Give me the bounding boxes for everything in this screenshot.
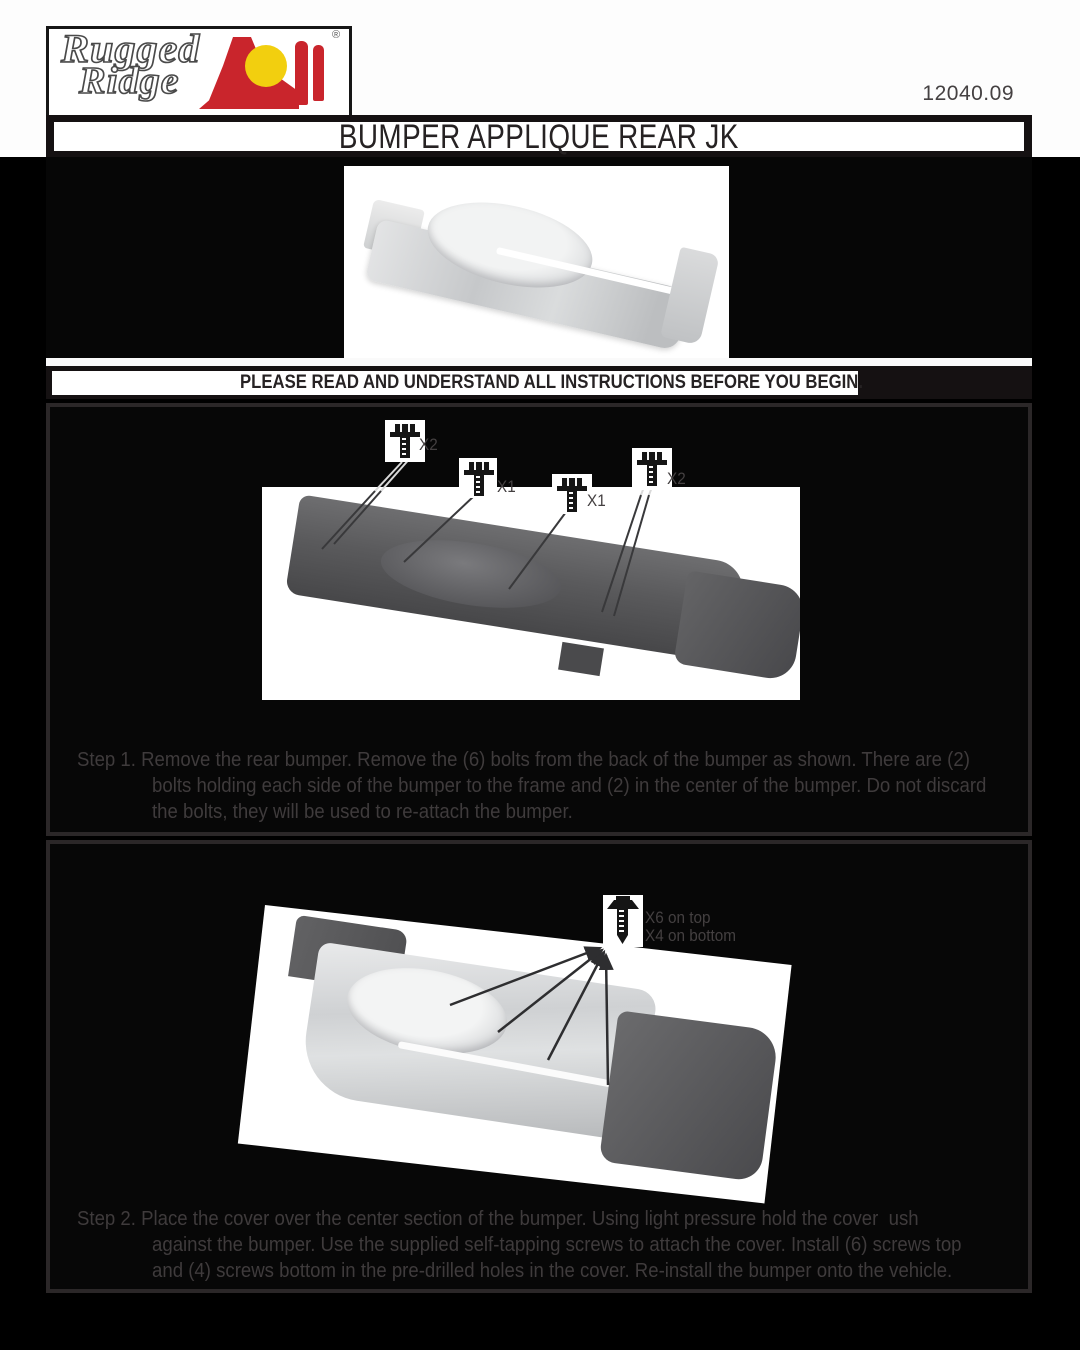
step2-panel xyxy=(46,840,1032,1293)
screw-qty-label-top: X6 on top xyxy=(645,908,711,927)
pillar-icon xyxy=(313,45,324,101)
hex-bolt-icon xyxy=(632,448,672,490)
step1-panel xyxy=(46,403,1032,836)
title-bar xyxy=(46,115,1032,157)
bolt-qty-label: X2 xyxy=(667,469,686,488)
pillar-icon xyxy=(295,41,308,105)
hex-bolt-icon xyxy=(459,458,497,498)
logo-word-rugged: Rugged xyxy=(61,26,201,71)
step1-line: the bolts, they will be used to re-attach the bumper. xyxy=(152,801,573,823)
part-number: 12040.09 xyxy=(922,82,1014,105)
cover-right-face xyxy=(660,247,720,346)
step2-line: and (4) screws bottom in the pre-drilled holes in the cover. Re-install the bumper onto the vehicle. xyxy=(152,1260,953,1282)
step2-line: Step 2. Place the cover over the center section of the bumper. Using light pressure hold the cover ush xyxy=(77,1208,919,1230)
bolt-qty-label: X1 xyxy=(587,491,606,510)
step1-line: Step 1. Remove the rear bumper. Remove the (6) bolts from the back of the bumper as shown. There are (2) xyxy=(77,749,970,771)
rugged-ridge-logo xyxy=(46,26,352,118)
notice-text: PLEASE READ AND UNDERSTAND ALL INSTRUCTIONS BEFORE YOU BEGIN. xyxy=(240,372,864,393)
notice-bar xyxy=(46,366,1032,399)
step2-line: against the bumper. Use the supplied self-tapping screws to attach the cover. Install (6) screws top xyxy=(152,1234,962,1256)
title-band xyxy=(54,117,1024,156)
hex-bolt-icon xyxy=(552,474,592,514)
page-title: BUMPER APPLIQUE REAR JK xyxy=(339,117,739,156)
step1-instructions xyxy=(77,747,1049,825)
bolt-qty-label: X1 xyxy=(497,477,516,496)
bolt-qty-label: X2 xyxy=(419,435,438,454)
white-gap-strip xyxy=(46,358,1032,366)
product-photo xyxy=(344,166,729,358)
registered-mark: ® xyxy=(332,29,341,41)
sun-icon xyxy=(245,45,287,87)
logo-word-ridge: Ridge xyxy=(79,60,180,102)
screw-qty-label-bottom: X4 on bottom xyxy=(645,926,737,945)
notice-band xyxy=(52,371,864,395)
product-photo-region xyxy=(46,157,1032,358)
step2-instructions xyxy=(77,1206,1022,1284)
self-tapping-screw-icon xyxy=(603,895,643,947)
step1-line: bolts holding each side of the bumper to the frame and (2) in the center of the bumper. Do not discard xyxy=(152,775,987,797)
